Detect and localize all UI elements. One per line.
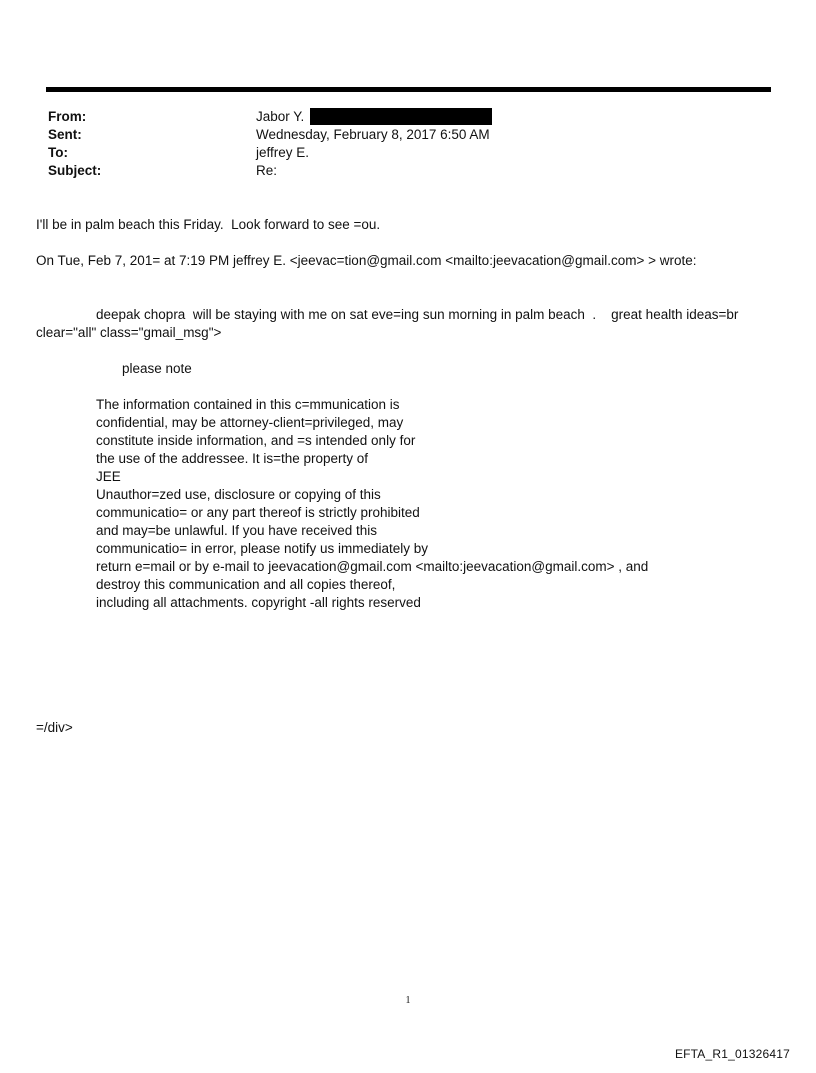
sent-value: Wednesday, February 8, 2017 6:50 AM: [256, 127, 490, 142]
quoted-message-line-2: clear="all" class="gmail_msg">: [36, 325, 222, 340]
disclaimer-line: destroy this communication and all copies thereof,: [96, 577, 396, 592]
disclaimer-line: communicatio= or any part thereof is strictly prohibited: [96, 505, 420, 520]
disclaimer-line: including all attachments. copyright -all rights reserved: [96, 595, 421, 610]
subject-label: Subject:: [48, 163, 102, 178]
disclaimer-line: Unauthor=zed use, disclosure or copying of this: [96, 487, 381, 502]
email-header: [48, 108, 768, 180]
disclaimer-line: confidential, may be attorney-client=privileged, may: [96, 415, 404, 430]
closing-markup: =/div>: [36, 720, 73, 735]
from-row: [48, 108, 768, 126]
reply-line: I'll be in palm beach this Friday. Look forward to see =ou.: [36, 217, 381, 232]
quote-attribution: On Tue, Feb 7, 201= at 7:19 PM jeffrey E. <jeevac=tion@gmail.com <mailto:jeevacation@gmail.com> > wrote:: [36, 253, 697, 268]
from-value: [256, 108, 492, 126]
disclaimer-line: constitute inside information, and =s intended only for: [96, 433, 416, 448]
disclaimer-line: The information contained in this c=mmunication is: [96, 397, 400, 412]
page-number: 1: [405, 995, 411, 1006]
disclaimer-line: return e=mail or by e-mail to jeevacation@gmail.com <mailto:jeevacation@gmail.com> , and: [96, 559, 649, 574]
sent-label: Sent:: [48, 127, 82, 142]
subject-value: Re:: [256, 163, 278, 178]
to-label: To:: [48, 145, 68, 160]
quoted-message-line-1: deepak chopra will be staying with me on sat eve=ing sun morning in palm beach . great health ideas=br: [96, 307, 739, 322]
to-value: jeffrey E.: [256, 145, 310, 160]
disclaimer-line: JEE: [96, 469, 121, 484]
disclaimer-line: the use of the addressee. It is=the property of: [96, 451, 369, 466]
from-name: Jabor Y.: [256, 109, 305, 124]
header-divider: [46, 87, 771, 92]
sent-row: [48, 126, 768, 144]
redaction-box: [310, 108, 492, 125]
disclaimer-line: communicatio= in error, please notify us immediately by: [96, 541, 429, 556]
subject-row: [48, 162, 768, 180]
confidentiality-disclaimer: [96, 396, 648, 612]
please-note: please note: [122, 361, 192, 376]
to-row: [48, 144, 768, 162]
document-id: EFTA_R1_01326417: [674, 1047, 790, 1061]
disclaimer-line: and may=be unlawful. If you have received this: [96, 523, 378, 538]
from-label: From:: [48, 109, 87, 124]
